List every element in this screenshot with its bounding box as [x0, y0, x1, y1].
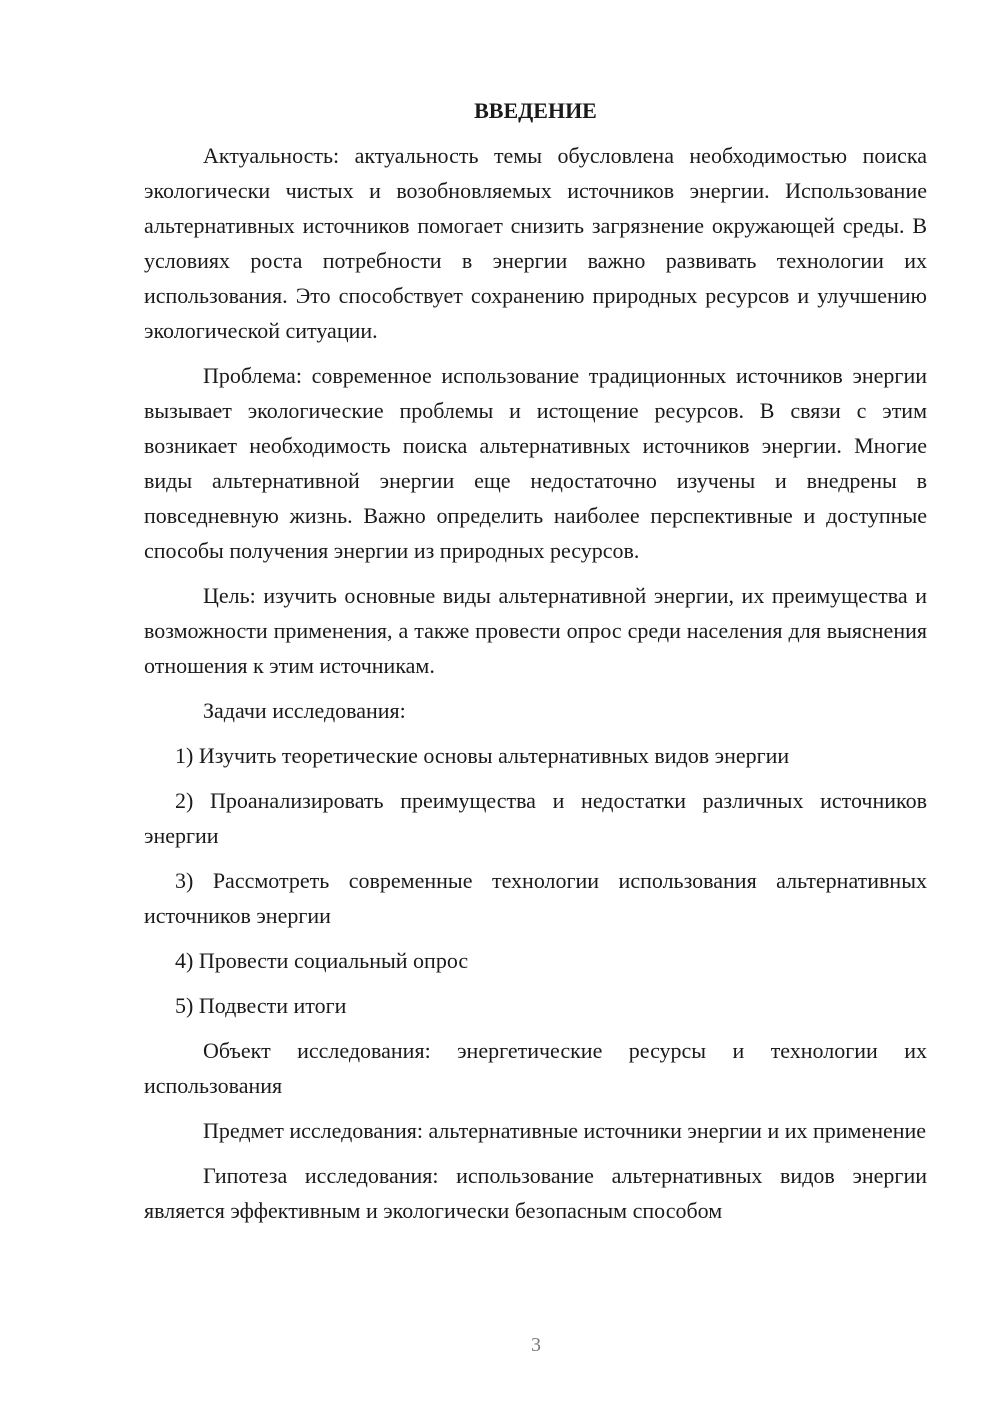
paragraph-relevance: Актуальность: актуальность темы обусловлена необходимостью поиска экологически чистых и возобновляемых источников энергии. Использование альтернативных источников помогает снизить загрязнение окружающей среды. В условиях роста потребности в энергии важно развивать технологии их использования. Это способствует сохранению природных ресурсов и улучшению экологической ситуации. — [144, 143, 927, 343]
task-item-4: 4) Провести социальный опрос — [175, 948, 469, 973]
task-item-3: 3) Рассмотреть современные технологии использования альтернативных источников энергии — [144, 868, 927, 928]
paragraph-subject: Предмет исследования: альтернативные источники энергии и их применение — [203, 1118, 927, 1143]
task-item-1: 1) Изучить теоретические основы альтернативных видов энергии — [175, 743, 790, 768]
paragraph-problem: Проблема: современное использование традиционных источников энергии вызывает экологические проблемы и истощение ресурсов. В связи с этим возникает необходимость поиска альтернативных источников энергии. Многие виды альтернативной энергии еще недостаточно изучены и внедрены в повседневную жизнь. Важно определить наиболее перспективные и доступные способы получения энергии из природных ресурсов. — [144, 363, 927, 563]
paragraph-goal: Цель: изучить основные виды альтернативной энергии, их преимущества и возможности применения, а также провести опрос среди населения для выяснения отношения к этим источникам. — [144, 583, 927, 678]
paragraph-object: Объект исследования: энергетические ресурсы и технологии их использования — [144, 1038, 927, 1098]
task-item-5: 5) Подвести итоги — [175, 993, 347, 1018]
task-item-2: 2) Проанализировать преимущества и недостатки различных источников энергии — [144, 788, 927, 848]
page-content — [144, 96, 927, 1238]
tasks-heading: Задачи исследования: — [203, 698, 406, 723]
paragraph-hypothesis: Гипотеза исследования: использование альтернативных видов энергии является эффективным и экологически безопасным способом — [144, 1163, 927, 1223]
page-title: ВВЕДЕНИЕ — [474, 98, 597, 123]
page-number: 3 — [531, 1334, 541, 1356]
